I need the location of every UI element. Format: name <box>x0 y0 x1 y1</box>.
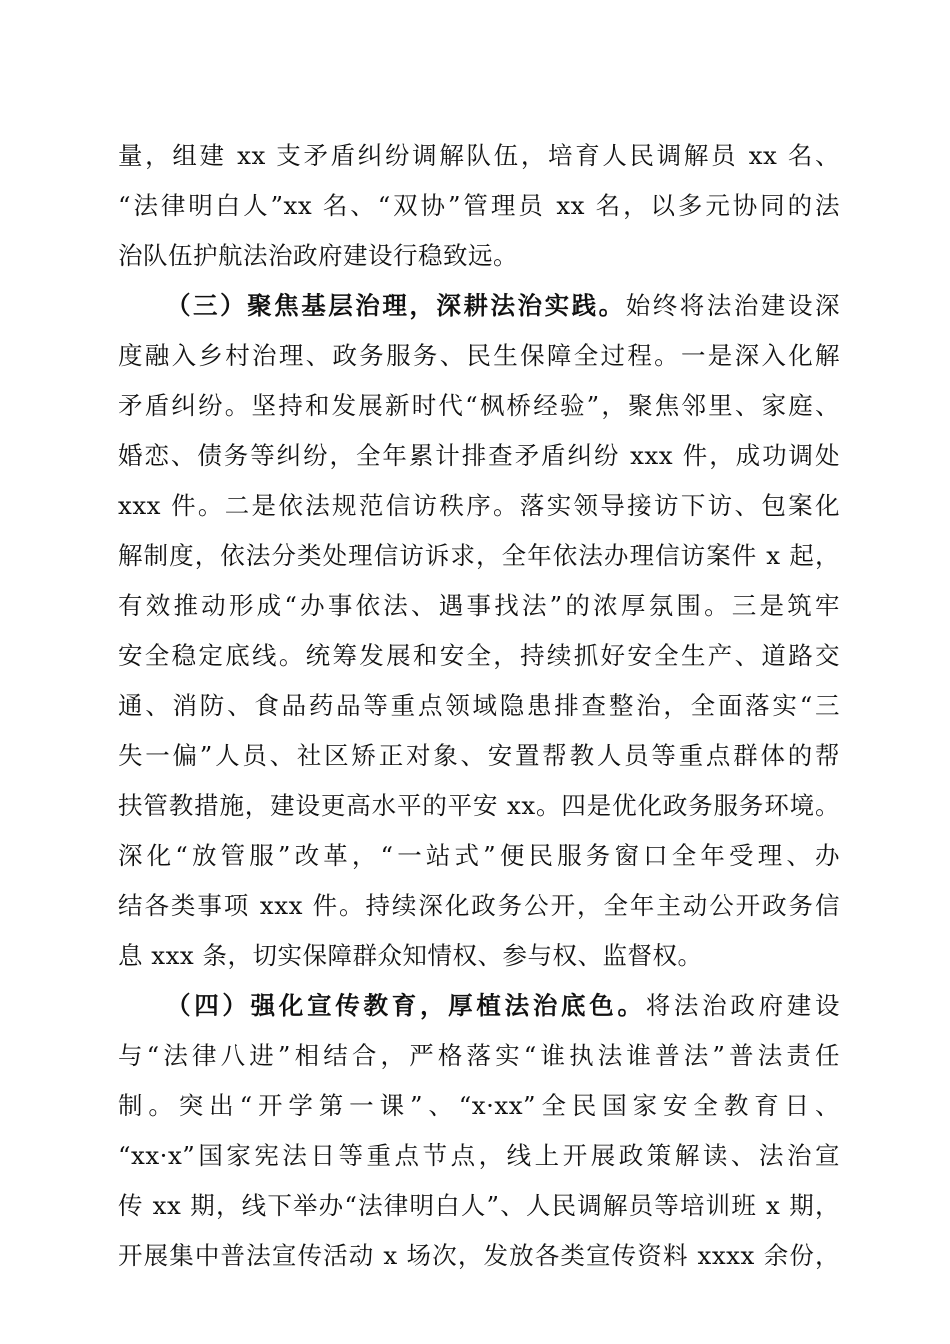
paragraph-line: 度融入乡村治理、政务服务、民生保障全过程。一是深入化解 <box>118 341 840 370</box>
paragraph-line: 有效推动形成“办事依法、遇事找法”的浓厚氛围。三是筑牢 <box>118 591 840 620</box>
paragraph-line: 开展集中普法宣传活动 x 场次，发放各类宣传资料 xxxx 余份， <box>118 1241 840 1270</box>
section-4-lead-text: 将法治政府建设 <box>645 991 841 1020</box>
paragraph-line: 安全稳定底线。统筹发展和安全，持续抓好安全生产、道路交 <box>118 641 840 670</box>
paragraph-line: 制。突出“开学第一课”、“x·xx”全民国家安全教育日、 <box>118 1091 840 1120</box>
paragraph-line: xxx 件。二是依法规范信访秩序。落实领导接访下访、包案化 <box>118 491 840 520</box>
paragraph-line: 矛盾纠纷。坚持和发展新时代“枫桥经验”，聚焦邻里、家庭、 <box>118 391 840 420</box>
paragraph-line: 量，组建 xx 支矛盾纠纷调解队伍，培育人民调解员 xx 名、 <box>118 141 840 170</box>
paragraph-line: 失一偏”人员、社区矫正对象、安置帮教人员等重点群体的帮 <box>118 741 840 770</box>
paragraph-line: 解制度，依法分类处理信访诉求，全年依法办理信访案件 x 起， <box>118 541 840 570</box>
section-3-heading: （三）聚焦基层治理，深耕法治实践。 <box>166 291 626 320</box>
paragraph-line: 婚恋、债务等纠纷，全年累计排查矛盾纠纷 xxx 件，成功调处 <box>118 441 840 470</box>
paragraph-line: 结各类事项 xxx 件。持续深化政务公开，全年主动公开政务信 <box>118 891 840 920</box>
paragraph-line: 扶管教措施，建设更高水平的平安 xx。四是优化政务服务环境。 <box>118 791 840 820</box>
paragraph-line: 传 xx 期，线下举办“法律明白人”、人民调解员等培训班 x 期， <box>118 1191 840 1220</box>
section-4-heading-line <box>166 986 840 1026</box>
paragraph-line: 与“法律八进”相结合，严格落实“谁执法谁普法”普法责任 <box>118 1041 840 1070</box>
paragraph-line: “法律明白人”xx 名、“双协”管理员 xx 名，以多元协同的法 <box>118 191 840 220</box>
section-4-heading: （四）强化宣传教育，厚植法治底色。 <box>166 991 646 1020</box>
paragraph-line: 通、消防、食品药品等重点领域隐患排查整治，全面落实“三 <box>118 691 840 720</box>
paragraph-line: “xx·x”国家宪法日等重点节点，线上开展政策解读、法治宣 <box>118 1141 840 1170</box>
paragraph-line: 息 xxx 条，切实保障群众知情权、参与权、监督权。 <box>118 941 703 970</box>
section-3-lead-text: 始终将法治建设深 <box>625 291 841 320</box>
paragraph-line: 深化“放管服”改革，“一站式”便民服务窗口全年受理、办 <box>118 841 840 870</box>
paragraph-line: 治队伍护航法治政府建设行稳致远。 <box>118 241 518 270</box>
section-3-heading-line <box>166 286 840 326</box>
